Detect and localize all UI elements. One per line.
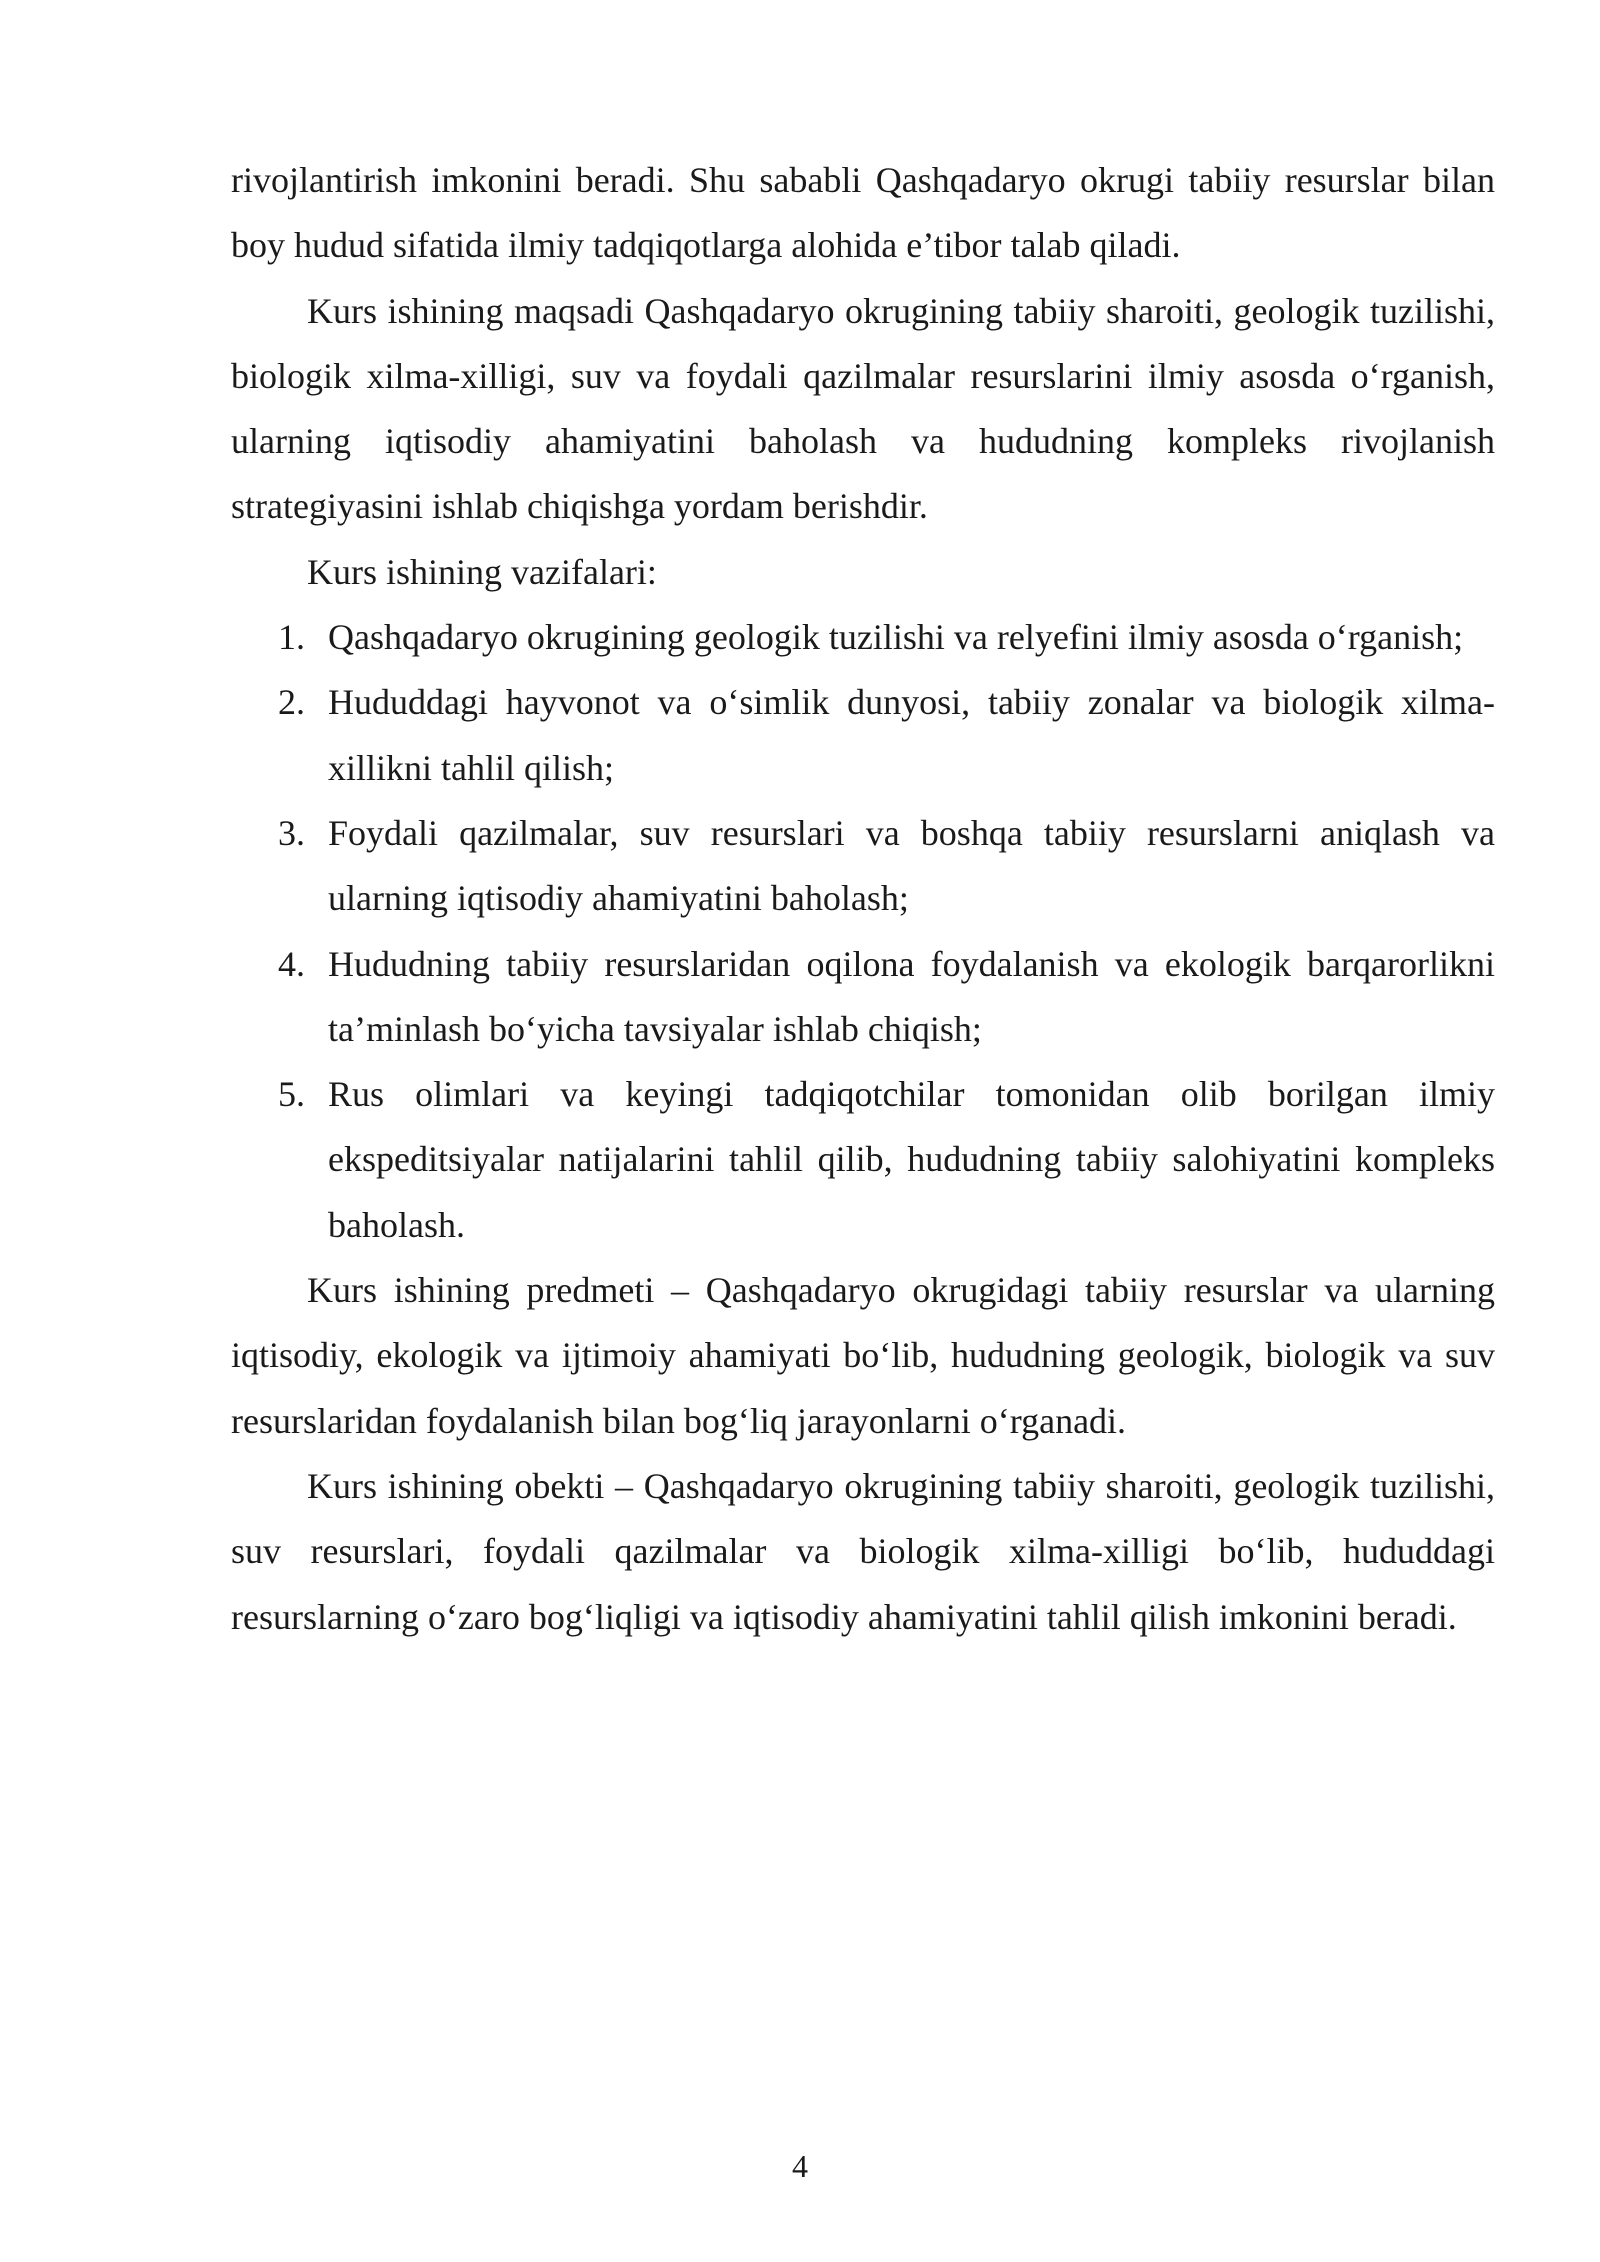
list-item (231, 801, 1495, 932)
body-text (231, 148, 1495, 1650)
list-item (231, 605, 1495, 670)
list-item (231, 1062, 1495, 1258)
paragraph-purpose: Kurs ishining maqsadi Qashqadaryo okrugining tabiiy sharoiti, geologik tuzilishi, biologik xilma-xilligi, suv va foydali qazilmalar resurslarini ilmiy asosda o‘rganish, ularning iqtisodiy ahamiyatini baholash va hududning kompleks rivojlanish strategiyasini ishlab chiqishga yordam berishdir. (231, 290, 1495, 527)
paragraph-object: Kurs ishining obekti – Qashqadaryo okrugining tabiiy sharoiti, geologik tuzilishi, suv resurslari, foydali qazilmalar va biologik xilma-xilligi bo‘lib, hududdagi resurslarning o‘zaro bog‘liqligi va iqtisodiy ahamiyatini tahlil qilish imkonini beradi. (231, 1465, 1495, 1637)
paragraph-continuation: rivojlantirish imkonini beradi. Shu sababli Qashqadaryo okrugi tabiiy resurslar bilan boy hudud sifatida ilmiy tadqiqotlarga alohida e’tibor talab qiladi. (231, 160, 1495, 266)
list-item-text: Qashqadaryo okrugining geologik tuzilishi va relyefini ilmiy asosda o‘rganish; (328, 617, 1464, 658)
tasks-heading: Kurs ishining vazifalari: (307, 551, 657, 592)
list-item (231, 670, 1495, 801)
list-item-number: 1. (278, 617, 305, 658)
list-item-text: Rus olimlari va keyingi tadqiqotchilar tomonidan olib borilgan ilmiy ekspeditsiyalar natijalarini tahlil qilib, hududning tabiiy salohiyatini kompleks baholash. (328, 1074, 1495, 1245)
paragraph-subject: Kurs ishining predmeti – Qashqadaryo okrugidagi tabiiy resurslar va ularning iqtisodiy, ekologik va ijtimoiy ahamiyati bo‘lib, hududning geologik, biologik va suv resurslaridan foydalanish bilan bog‘liq jarayonlarni o‘rganadi. (231, 1270, 1495, 1441)
list-item-number: 2. (278, 682, 305, 723)
page-number: 4 (792, 2148, 808, 2184)
list-item-text: Hududdagi hayvonot va o‘simlik dunyosi, tabiiy zonalar va biologik xilma-xillikni tahlil qilish; (328, 682, 1495, 788)
list-item-text: Foydali qazilmalar, suv resurslari va boshqa tabiiy resurslarni aniqlash va ularning iqtisodiy ahamiyatini baholash; (328, 812, 1495, 919)
tasks-list (231, 605, 1495, 1258)
list-item-number: 4. (278, 943, 305, 984)
list-item-number: 3. (278, 812, 305, 853)
list-item (231, 932, 1495, 1063)
list-item-text: Hududning tabiiy resurslaridan oqilona foydalanish va ekologik barqarorlikni ta’minlash bo‘yicha tavsiyalar ishlab chiqish; (328, 943, 1495, 1049)
list-item-number: 5. (278, 1074, 305, 1115)
